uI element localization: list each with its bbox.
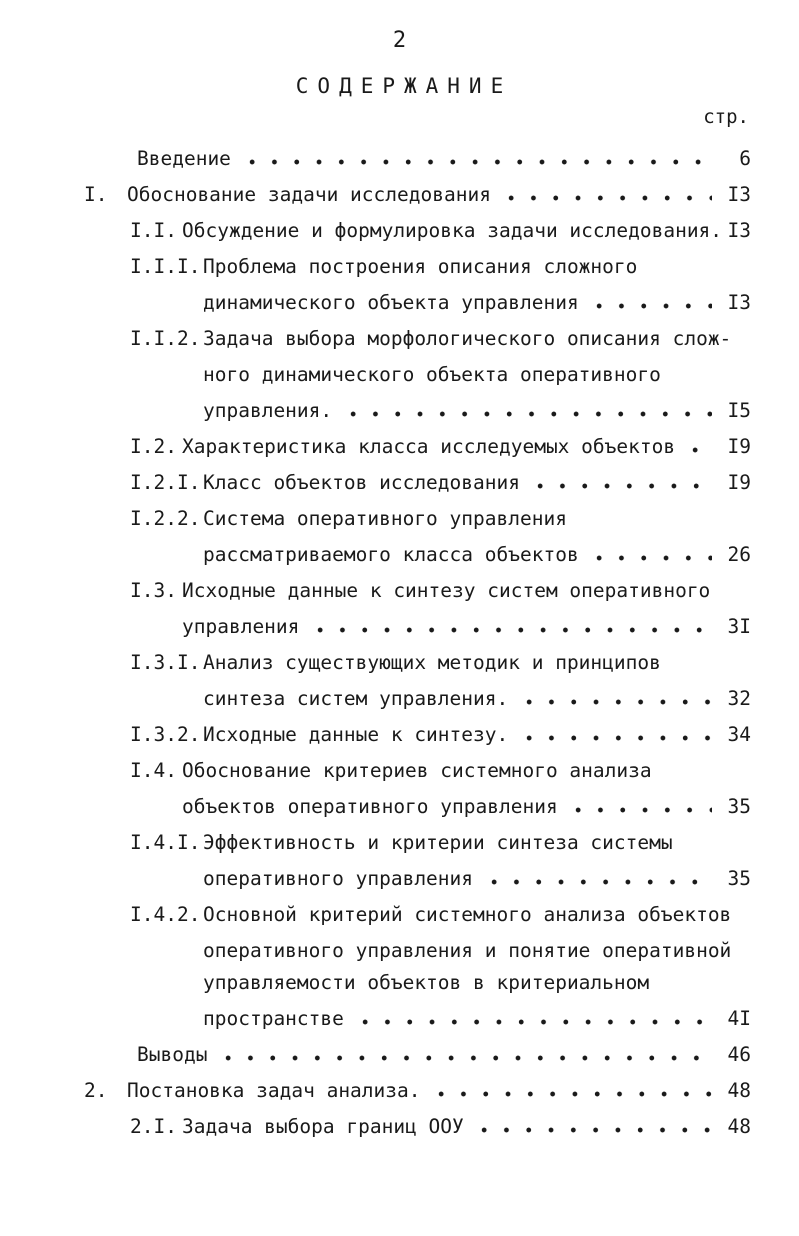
toc-entry-title-line: Задача выбора морфологического описания слож- xyxy=(203,327,732,350)
toc-entry-title-line: пространстве xyxy=(203,1007,344,1030)
toc-page-number: I9 xyxy=(727,471,751,494)
toc-page-number: 26 xyxy=(727,543,751,566)
pages-column-label: стр. xyxy=(703,106,749,128)
dot-leader xyxy=(336,397,712,425)
toc-page-number: 32 xyxy=(727,687,751,710)
toc-page-number: 48 xyxy=(727,1115,751,1138)
toc-entry-title-line: Постановка задач анализа. xyxy=(127,1079,421,1102)
toc-section-number: I.4. xyxy=(130,759,177,782)
toc-section-number: I.2.I. xyxy=(130,471,201,494)
page-title: СОДЕРЖАНИЕ xyxy=(295,74,513,98)
dot-leader xyxy=(561,793,712,821)
toc-entry-title-line: Выводы xyxy=(137,1043,208,1066)
toc-entry-title-line: Обоснование задачи исследования xyxy=(127,183,491,206)
toc-entry-title-line: Исходные данные к синтезу. xyxy=(203,723,509,746)
toc-page-number: 3I xyxy=(727,615,751,638)
toc-page-number: 46 xyxy=(727,1043,751,1066)
toc-entry-title-line: Характеристика класса исследуемых объектов xyxy=(182,435,676,458)
dot-leader xyxy=(477,865,712,893)
toc-entry-title-line: оперативного управления xyxy=(203,867,474,890)
toc-page-number: I3 xyxy=(727,291,751,314)
toc-page-number: I5 xyxy=(727,399,751,422)
toc-page-number: 34 xyxy=(727,723,751,746)
toc-entry-title-line: синтеза систем управления. xyxy=(203,687,509,710)
dot-leader xyxy=(303,613,712,641)
dot-leader xyxy=(424,1077,712,1105)
toc-section-number: I.I.I. xyxy=(130,255,201,278)
toc-section-number: I.I.2. xyxy=(130,327,201,350)
toc-page-number: I3 xyxy=(727,219,751,242)
toc-page-number: 48 xyxy=(727,1079,751,1102)
toc-page-number: 35 xyxy=(727,795,751,818)
toc-entry-title-line: Анализ существующих методик и принципов xyxy=(203,651,661,674)
toc-entry-title-line: управления. xyxy=(203,399,333,422)
toc-section-number: I.I. xyxy=(130,219,177,242)
toc-entry-title-line: Основной критерий системного анализа объектов xyxy=(203,903,732,926)
toc-page-number: 4I xyxy=(727,1007,751,1030)
toc-entry-title-line: рассматриваемого класса объектов xyxy=(203,543,579,566)
toc-entry-title-line: объектов оперативного управления xyxy=(182,795,558,818)
toc-entry-title-line: управляемости объектов в критериальном xyxy=(203,971,650,994)
toc-entry-title-line: Введение xyxy=(137,147,231,170)
toc-entry-title-line: Эффективность и критерии синтеза системы xyxy=(203,831,673,854)
toc-section-number: 2. xyxy=(84,1079,108,1102)
toc-section-number: 2.I. xyxy=(130,1115,177,1138)
dot-leader xyxy=(494,181,712,209)
dot-leader xyxy=(235,145,712,173)
toc-section-number: I.3. xyxy=(130,579,177,602)
toc-entry-title-line: динамического объекта управления xyxy=(203,291,579,314)
page-number: 2 xyxy=(392,28,407,53)
toc-section-number: I.3.2. xyxy=(130,723,201,746)
toc-entry-title-line: Система оперативного управления xyxy=(203,507,567,530)
dot-leader xyxy=(467,1113,712,1141)
toc-entry-title-line: Класс объектов исследования xyxy=(203,471,520,494)
dot-leader xyxy=(512,685,712,713)
dot-leader xyxy=(512,721,712,749)
toc-entry-title-line: Проблема построения описания сложного xyxy=(203,255,638,278)
toc-entry-title-line: управления xyxy=(182,615,300,638)
toc-page-number: I3 xyxy=(727,183,751,206)
toc-page-number: I9 xyxy=(727,435,751,458)
toc-entry-title-line: ного динамического объекта оперативного xyxy=(203,363,661,386)
toc-section-number: I.2. xyxy=(130,435,177,458)
toc-section-number: I. xyxy=(84,183,108,206)
toc-page-number: 35 xyxy=(727,867,751,890)
dot-leader xyxy=(211,1041,712,1069)
toc-entry-title-line: Исходные данные к синтезу систем оперативного xyxy=(182,579,711,602)
toc-section-number: I.3.I. xyxy=(130,651,201,674)
dot-leader xyxy=(348,1005,712,1033)
toc-entry-title-line: Обоснование критериев системного анализа xyxy=(182,759,652,782)
toc-entry-title-line: оперативного управления и понятие оперативной xyxy=(203,939,732,962)
toc-entry-title-line: Обсуждение и формулировка задачи исследования. xyxy=(182,219,723,242)
toc-section-number: I.4.2. xyxy=(130,903,201,926)
toc-entry-title-line: Задача выбора границ ООУ xyxy=(182,1115,464,1138)
toc-page-number: 6 xyxy=(739,147,751,170)
toc-section-number: I.4.I. xyxy=(130,831,201,854)
dot-leader xyxy=(523,469,712,497)
toc-section-number: I.2.2. xyxy=(130,507,201,530)
